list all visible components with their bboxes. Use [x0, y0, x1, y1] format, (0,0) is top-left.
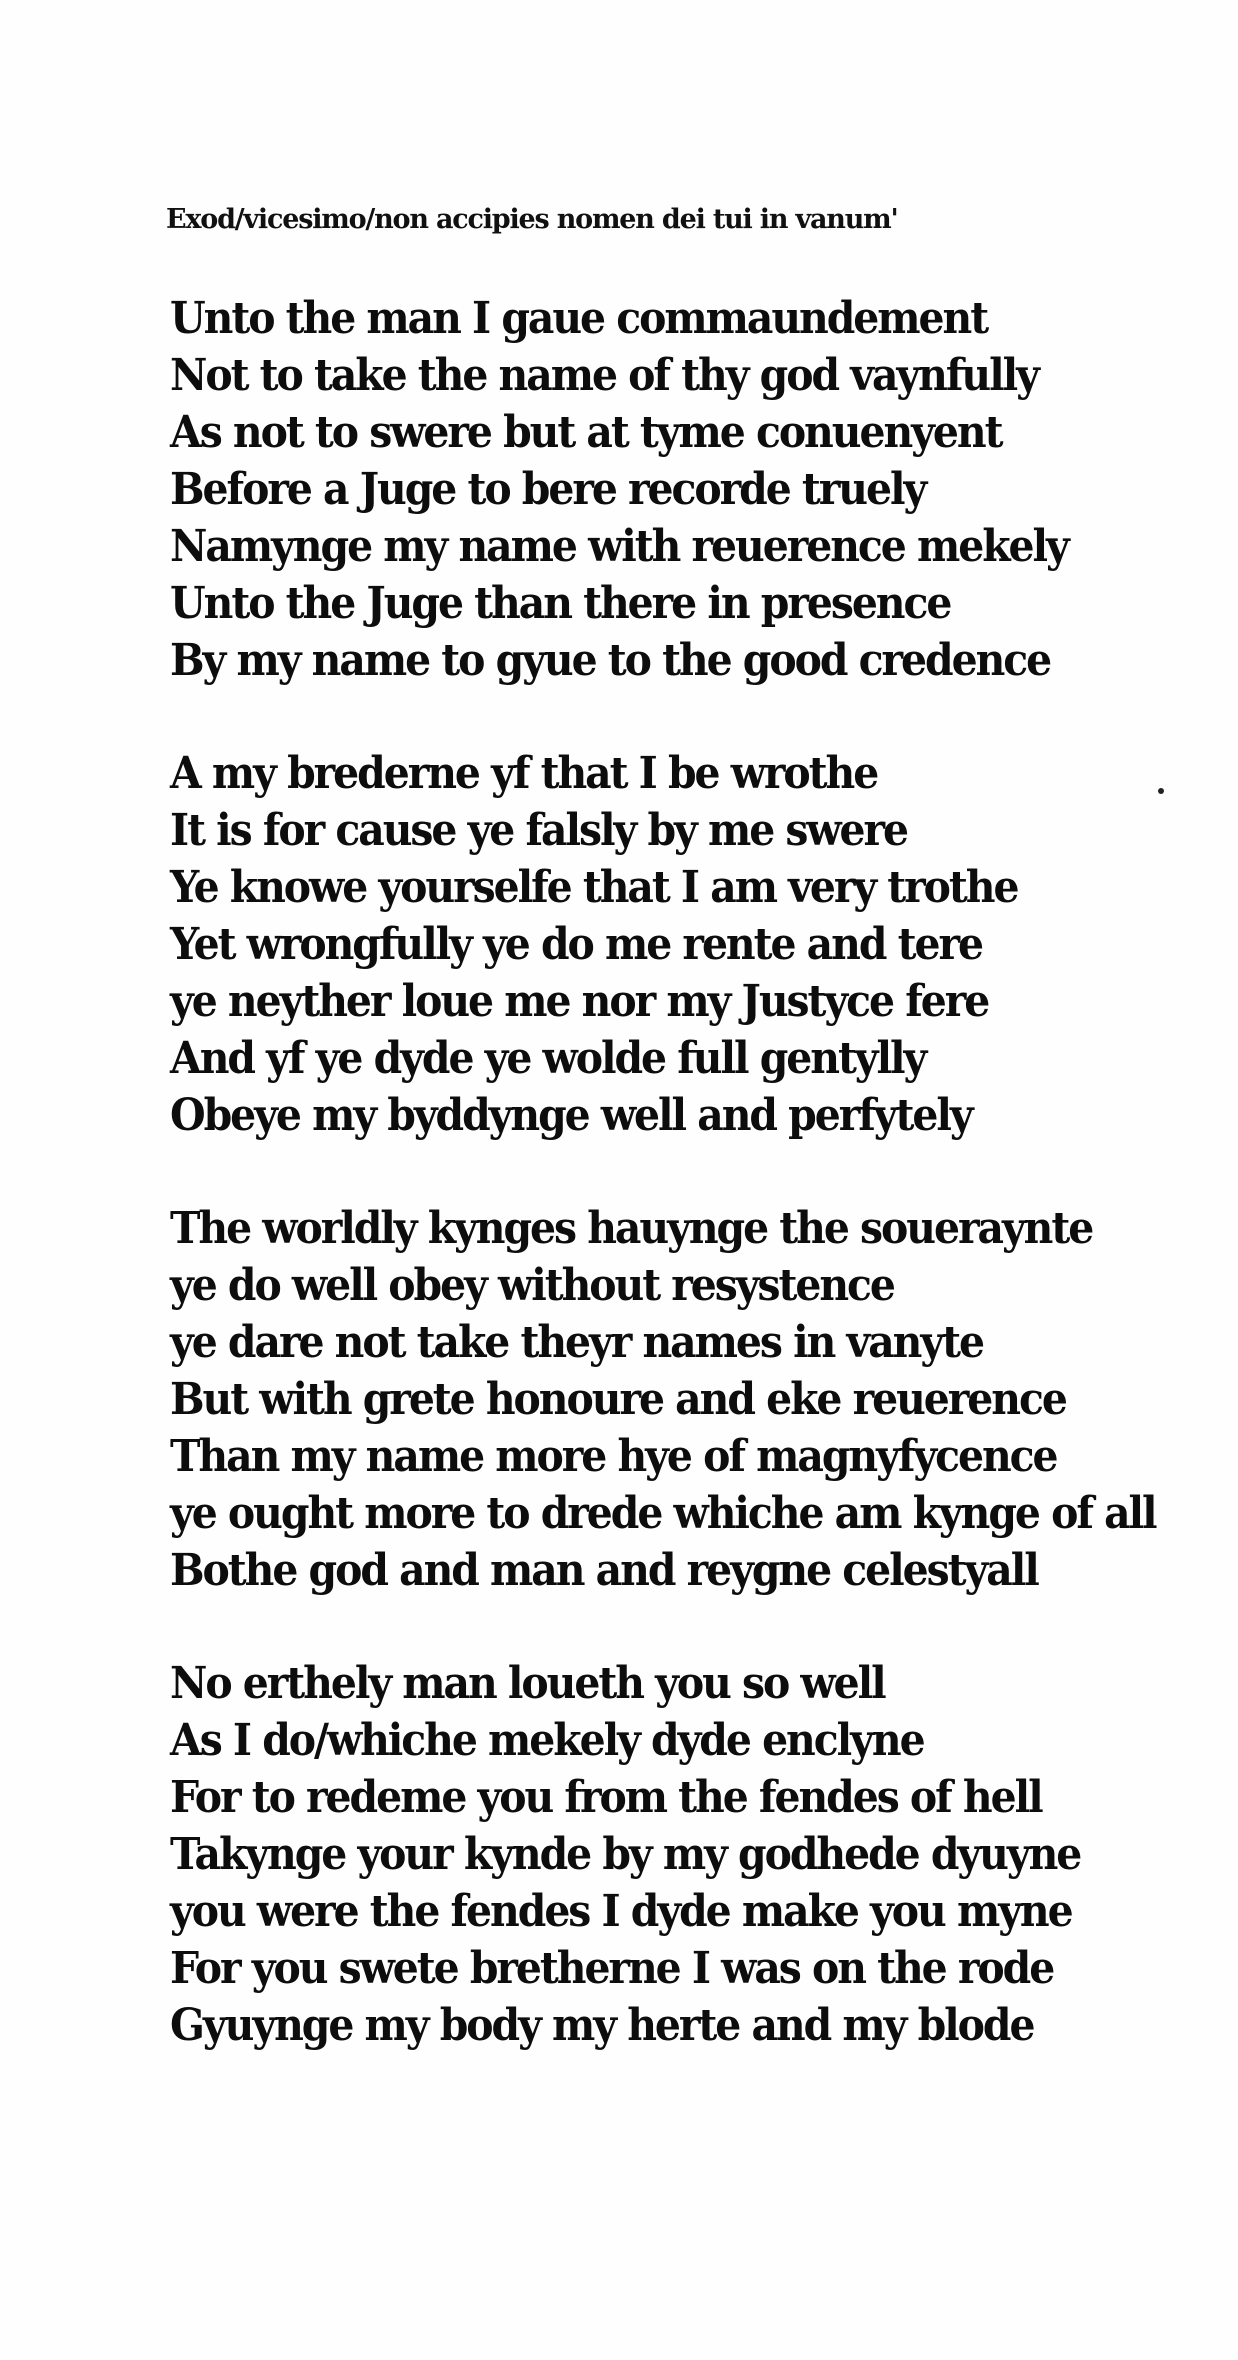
- verse-line: ye ought more to drede whiche am kynge of all: [170, 1488, 1156, 1539]
- verse-line: ye dare not take theyr names in vanyte: [170, 1317, 983, 1368]
- verse-line: Takynge your kynde by my godhede dyuyne: [170, 1829, 1081, 1880]
- stanza: [170, 1200, 1210, 1599]
- verse-line: By my name to gyue to the good credence: [170, 635, 1051, 686]
- verse-line: It is for cause ye falsly by me swere: [170, 805, 908, 856]
- stanza: [170, 745, 1210, 1144]
- verse-line: For you swete bretherne I was on the rode: [170, 1943, 1054, 1994]
- verse-text: [170, 290, 1210, 2110]
- verse-line: Obeye my byddynge well and perfytely: [170, 1090, 972, 1141]
- verse-line: As not to swere but at tyme conuenyent: [170, 407, 1002, 458]
- verse-line: As I do/whiche mekely dyde enclyne: [170, 1715, 924, 1766]
- stanza: [170, 1655, 1210, 2054]
- running-header: Exod/vicesimo/non accipies nomen dei tui in vanum': [166, 204, 898, 235]
- verse-line: Than my name more hye of magnyfycence: [170, 1431, 1057, 1482]
- verse-line: ye neyther loue me nor my Justyce fere: [170, 976, 989, 1027]
- verse-line: Namynge my name with reuerence mekely: [170, 521, 1068, 572]
- verse-line: The worldly kynges hauynge the soueraynte: [170, 1203, 1093, 1254]
- verse-line: Before a Juge to bere recorde truely: [170, 464, 926, 515]
- verse-line: ye do well obey without resystence: [170, 1260, 894, 1311]
- verse-line: you were the fendes I dyde make you myne: [170, 1886, 1072, 1937]
- verse-line: No erthely man loueth you so well: [170, 1658, 885, 1709]
- ink-speck: [1158, 788, 1164, 794]
- verse-line: Unto the man I gaue commaundement: [170, 293, 988, 344]
- verse-line: Unto the Juge than there in presence: [170, 578, 951, 629]
- verse-line: Gyuynge my body my herte and my blode: [170, 2000, 1034, 2051]
- verse-line: A my brederne yf that I be wrothe: [170, 748, 878, 799]
- verse-line: But with grete honoure and eke reuerence: [170, 1374, 1066, 1425]
- verse-line: And yf ye dyde ye wolde full gentylly: [170, 1033, 926, 1084]
- verse-line: For to redeme you from the fendes of hell: [170, 1772, 1042, 1823]
- verse-line: Not to take the name of thy god vaynfully: [170, 350, 1038, 401]
- stanza: [170, 290, 1210, 689]
- verse-line: Bothe god and man and reygne celestyall: [170, 1545, 1038, 1596]
- verse-line: Ye knowe yourselfe that I am very trothe: [170, 862, 1018, 913]
- verse-line: Yet wrongfully ye do me rente and tere: [170, 919, 982, 970]
